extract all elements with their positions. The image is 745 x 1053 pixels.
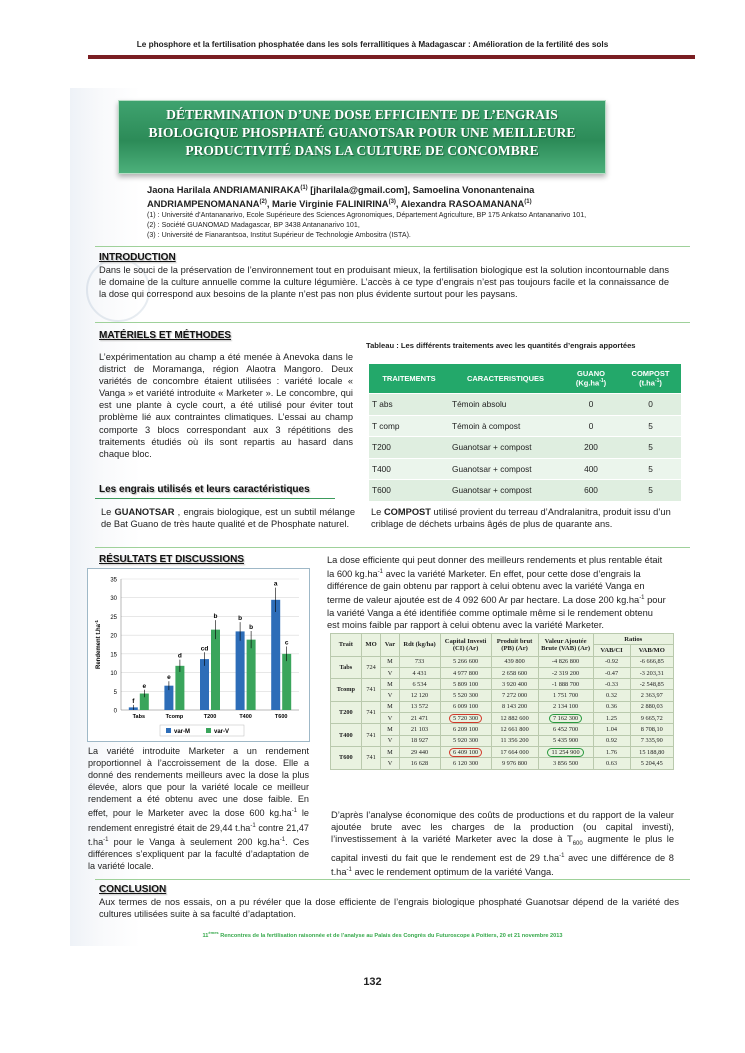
cell: M xyxy=(381,701,399,712)
cell: T600 xyxy=(369,480,449,501)
header-rule xyxy=(88,55,695,59)
significance-letter: d xyxy=(177,652,182,660)
cell: 18 927 xyxy=(399,735,440,746)
cell: M xyxy=(381,679,399,690)
results-right-2b: augmente le plus le capital investi du fait que le rendement est de 29 t.ha xyxy=(331,834,674,864)
sup: -1 xyxy=(639,595,645,602)
eco-th-pb: Produit brut (PB) (Ar) xyxy=(491,634,538,657)
table-row xyxy=(331,656,674,667)
results-left-d: pour le Vanga à seulement 200 kg.ha xyxy=(108,836,280,847)
cell: -2 319 200 xyxy=(538,667,593,678)
significance-letter: f xyxy=(132,697,135,705)
significance-letter: cd xyxy=(200,645,209,653)
th-compost-close: ) xyxy=(659,378,662,388)
cell: 6 009 100 xyxy=(440,701,491,712)
cell: 12 661 800 xyxy=(491,724,538,735)
affiliation-3: (3) : Université de Fianarantsoa, Institut Supérieur de Technologie Ambositra (ISTA). xyxy=(147,231,411,239)
cell: V xyxy=(381,758,399,769)
cell: Guanotsar + compost xyxy=(449,437,562,459)
y-tick-label: 25 xyxy=(110,614,117,621)
footer-num: 11 xyxy=(202,932,209,939)
author-1-sup: (1) xyxy=(300,185,308,191)
bar-var-M xyxy=(271,600,280,710)
cell: 5 435 900 xyxy=(538,735,593,746)
th-compost xyxy=(620,364,681,394)
cell: 12 120 xyxy=(399,690,440,701)
table-row xyxy=(331,758,674,769)
significance-letter: e xyxy=(142,682,147,690)
significance-letter: e xyxy=(167,674,171,682)
affiliations xyxy=(147,210,687,240)
divider xyxy=(95,498,335,499)
eco-header xyxy=(331,634,674,645)
cell: T200 xyxy=(369,437,449,459)
significance-letter: c xyxy=(284,639,289,647)
cell: 21 471 xyxy=(399,713,440,724)
compost-description: utilisé provient du terreau d’Andralanitra, produit issu d’un criblage de déchets urbains âgés de plus de quarante ans. xyxy=(371,507,671,530)
cell: -4 826 800 xyxy=(538,656,593,667)
cell: Tcomp xyxy=(331,679,362,702)
cell: V xyxy=(381,690,399,701)
title-line-2: BIOLOGIQUE PHOSPHATÉ GUANOTSAR POUR UNE MEILLEURE xyxy=(148,125,576,140)
cell: 5 266 600 xyxy=(440,656,491,667)
cell: 2 880,03 xyxy=(630,701,673,712)
treatments-table-caption: Tableau : Les différents traitements avec les quantités d’engrais apportées xyxy=(366,341,636,350)
eco-th-trait: Trait xyxy=(331,634,362,657)
significance-letter: a xyxy=(273,580,278,588)
cell: T200 xyxy=(331,701,362,724)
cell: 2 134 100 xyxy=(538,701,593,712)
cell: Témoin à compost xyxy=(449,415,562,437)
poster-title xyxy=(118,100,606,174)
introduction-text: Dans le souci de la préservation de l’environnement tout en produisant mieux, la fertilisation biologique est la solution incontournable dans le domaine de la culture annuelle comme la culture légumière. L’accès à ce type d’engrais n’est pas toujours facile et la connaissance de la dose qui correspond aux besoins de la plante n’est pas non plus évidente surtout pour les paysans. xyxy=(99,265,669,300)
table-row xyxy=(369,415,681,437)
cell: 0.92 xyxy=(593,735,630,746)
cell: 1.25 xyxy=(593,713,630,724)
sup: -1 xyxy=(279,836,286,843)
table-row xyxy=(331,724,674,735)
cell: 11 356 200 xyxy=(491,735,538,746)
conclusion-text: Aux termes de nos essais, on a pu révéler que la dose efficiente de l’engrais biologique phosphaté Guanotsar dépend de la variété des cultures utilisées suite à sa faculté d’adaptation. xyxy=(99,897,679,920)
cell: 7 272 000 xyxy=(491,690,538,701)
eco-th-ci: Capital Investi (CI) (Ar) xyxy=(440,634,491,657)
cell: M xyxy=(381,656,399,667)
yield-chart-svg xyxy=(88,569,309,741)
cell: 0.63 xyxy=(593,758,630,769)
running-header: Le phosphore et la fertilisation phosphatée dans les sols ferrallitiques à Madagascar : Amélioration de la fertilité des sols xyxy=(136,40,609,49)
legend-label-var-V: var-V xyxy=(214,729,230,735)
y-tick-label: 0 xyxy=(113,708,117,715)
cell: 600 xyxy=(562,480,620,501)
th-compost-label: COMPOST xyxy=(631,369,670,379)
compost-name: COMPOST xyxy=(383,507,431,517)
introduction-heading: INTRODUCTION xyxy=(99,252,176,263)
compost-pre: Le xyxy=(371,507,384,517)
cell: 1.04 xyxy=(593,724,630,735)
title-line-3: PRODUCTIVITÉ DANS LA CULTURE DE CONCOMBRE xyxy=(185,143,539,158)
eco-th-vab-mo: VAB/MO xyxy=(630,645,673,656)
y-axis-label-sup: -1 xyxy=(94,619,99,624)
methods-text: L’expérimentation au champ a été menée à Anevoka dans le district de Moramanga, région Alaotra Mangoro. Deux variétés de concombre étaient utilisées : variété locale « Vanga » et variété introduite « Marketer ». Le concombre, qui est une plante à cycle court, a été utilisé pour éviter tout problème lié aux contraintes climatiques. L’essai au champ comporte 3 blocs correspondant aux 3 répétitions des traitements étudiés où ils sont repartis au hasard dans chaque bloc. xyxy=(99,352,353,459)
divider xyxy=(95,879,690,880)
cell: 9 976 800 xyxy=(491,758,538,769)
x-tick-label: Tabs xyxy=(132,714,146,720)
table-row xyxy=(369,437,681,459)
compost-text xyxy=(371,506,676,530)
table-row xyxy=(331,679,674,690)
x-tick-label: T200 xyxy=(203,714,217,720)
cell: 741 xyxy=(361,724,381,747)
author-1-email: [jharilala@gmail.com], Samoelina Vononantenaina xyxy=(307,184,535,196)
results-left-e: . Ces différences s’expliquent par la faculté d’adaptation de la variété locale. xyxy=(88,836,309,871)
th-guano-label: GUANO xyxy=(577,369,605,379)
results-left-a: La variété introduite Marketer a un rendement proportionnel à l’accroissement de la dose. Elle a donné des rendements meilleurs avec la dose la plus élevée, alors que pour la variété locale ce meilleur rendement a été obtenu avec une dose faible. En effet, pour le Marketer avec la dose 600 kg.ha xyxy=(88,746,309,819)
guano-description: , engrais biologique, est un subtil mélange de Bat Guano de très haute qualité et de Phosphate naturel. xyxy=(101,507,355,530)
legend-box xyxy=(160,725,244,736)
author-3-sup: (3) xyxy=(388,199,396,206)
sub: 600 xyxy=(572,841,583,848)
cell: 16 628 xyxy=(399,758,440,769)
eco-body xyxy=(331,656,674,769)
y-tick-label: 15 xyxy=(110,652,117,659)
significance-letter: b xyxy=(238,615,243,623)
cell: 6 120 300 xyxy=(440,758,491,769)
bar-var-V xyxy=(175,666,184,710)
footer-sup: èmes xyxy=(208,930,219,935)
th-guano-sup: -1 xyxy=(599,378,604,385)
legend-swatch-var-V xyxy=(206,728,211,733)
cell: T600 xyxy=(331,746,362,769)
page-number: 132 xyxy=(363,976,382,988)
y-axis-label xyxy=(94,620,102,670)
guano-name: GUANOTSAR xyxy=(114,507,175,517)
cell: M xyxy=(381,724,399,735)
affiliation-2: (2) : Société GUANOMAD Madagascar, BP 3438 Antananarivo 101, xyxy=(147,221,360,229)
cell xyxy=(538,746,593,757)
cell: 2 658 600 xyxy=(491,667,538,678)
cell: 1 751 700 xyxy=(538,690,593,701)
footer-text: Rencontres de la fertilisation raisonnée et de l’analyse au Palais des Congrès du Futuroscope à Poitiers, 20 et 21 novembre 2013 xyxy=(218,932,563,939)
results-left-text xyxy=(88,745,309,872)
cell: 724 xyxy=(361,656,381,679)
bar-var-V xyxy=(247,640,256,710)
y-tick-label: 35 xyxy=(110,577,117,584)
results-left-c: contre 21,47 t.ha xyxy=(88,822,309,847)
cell: Guanotsar + compost xyxy=(449,458,562,480)
cell: 29 440 xyxy=(399,746,440,757)
cell: 5 xyxy=(620,437,681,459)
cell: -1 888 700 xyxy=(538,679,593,690)
author-1: Jaona Harilala ANDRIAMANIRAKA xyxy=(147,184,301,196)
treatments-table xyxy=(369,364,681,501)
table-row xyxy=(369,480,681,501)
sup: -1 xyxy=(559,853,565,860)
treatments-table-header xyxy=(369,364,681,394)
cell: 13 572 xyxy=(399,701,440,712)
y-axis-label-text: Rendement t.ha xyxy=(96,624,102,670)
title-line-1: DÉTERMINATION D’UNE DOSE EFFICIENTE DE L’ENGRAIS xyxy=(166,107,558,122)
results-right-2d: avec le rendement optimum de la variété Vanga. xyxy=(351,867,554,878)
sup: -1 xyxy=(250,822,256,829)
results-right-text-2 xyxy=(331,809,674,879)
cell xyxy=(440,746,491,757)
x-tick-label: T400 xyxy=(239,714,252,720)
th-caracteristiques: CARACTERISTIQUES xyxy=(449,364,562,394)
eco-th-vab: Valeur Ajoutée Brute (VAB) (Ar) xyxy=(538,634,593,657)
highlighted-value: 11 254 900 xyxy=(547,748,583,757)
eco-th-mo: MO xyxy=(361,634,381,657)
cell: V xyxy=(381,667,399,678)
cell: Tabs xyxy=(331,656,362,679)
cell: 200 xyxy=(562,437,620,459)
y-tick-label: 20 xyxy=(110,633,117,640)
cell: 8 708,10 xyxy=(630,724,673,735)
cell: 7 335,90 xyxy=(630,735,673,746)
cell: T comp xyxy=(369,415,449,437)
guano-pre: Le xyxy=(101,507,115,517)
table-row xyxy=(331,690,674,701)
y-tick-label: 30 xyxy=(110,596,117,603)
affiliation-1: (1) : Université d’Antananarivo, Ecole Supérieure des Sciences Agronomiques, Département Agriculture, BP 175 Ankatso Antananarivo 101, xyxy=(147,211,587,219)
cell: 6 534 xyxy=(399,679,440,690)
cell: T abs xyxy=(369,394,449,416)
legend-label-var-M: var-M xyxy=(174,729,191,735)
authors xyxy=(147,182,667,210)
cell: 8 143 200 xyxy=(491,701,538,712)
eco-th-var: Var xyxy=(381,634,399,657)
cell: 5 xyxy=(620,415,681,437)
results-right-1c: pour la variété Vanga a été identifiée comme optimale même si le rendement obtenu est moins faible par rapport à celui obtenu avec la variété Marketer. xyxy=(327,595,666,630)
cell: -0.33 xyxy=(593,679,630,690)
author-3: , Marie Virginie FALINIRINA xyxy=(266,198,389,210)
sup: -1 xyxy=(103,836,109,843)
results-left-b: le rendement enregistré était de 29,44 t.ha xyxy=(88,808,309,833)
cell: T400 xyxy=(331,724,362,747)
cell: -2 548,85 xyxy=(630,679,673,690)
engrais-heading: Les engrais utilisés et leurs caractéristiques xyxy=(99,484,310,495)
y-tick-label: 5 xyxy=(113,689,117,696)
results-right-2c: avec une différence de 8 t.ha xyxy=(331,853,674,878)
th-guano-close: ) xyxy=(603,378,607,388)
bar-var-M xyxy=(200,659,209,710)
table-row xyxy=(331,746,674,757)
results-right-1a: La dose efficiente qui peut donner des meilleurs rendements et plus rentable était la 600 kg.ha xyxy=(327,555,663,580)
cell: 5 920 300 xyxy=(440,735,491,746)
legend-swatch-var-M xyxy=(166,728,171,733)
cell xyxy=(538,713,593,724)
cell: 2 363,97 xyxy=(630,690,673,701)
table-row xyxy=(331,701,674,712)
divider xyxy=(95,547,690,548)
divider xyxy=(95,322,690,323)
table-row xyxy=(369,458,681,480)
conclusion-heading: CONCLUSION xyxy=(99,884,167,895)
guanotsar-text xyxy=(101,506,355,530)
cell: Guanotsar + compost xyxy=(449,480,562,501)
results-right-1b: avec la variété Marketer. En effet, pour cette dose d’engrais la différence de gain obtenu par rapport à celui obtenu avec la variété Vanga en terme de valeur ajoutée est de 4 092 600 Ar par hectare. La dose 200 kg.ha xyxy=(327,569,645,606)
cell: 0 xyxy=(562,394,620,416)
cell: 3 856 500 xyxy=(538,758,593,769)
th-guano-unit: (Kg.ha xyxy=(575,378,600,388)
cell: 5 520 300 xyxy=(440,690,491,701)
eco-th-vab-ci: VAB/CI xyxy=(593,645,630,656)
cell: V xyxy=(381,735,399,746)
cell: 741 xyxy=(361,679,381,702)
cell: 6 209 100 xyxy=(440,724,491,735)
cell: Témoin absolu xyxy=(449,394,562,416)
cell: 733 xyxy=(399,656,440,667)
table-row xyxy=(369,394,681,416)
significance-letter: b xyxy=(213,613,218,621)
cell: 21 103 xyxy=(399,724,440,735)
highlighted-value: 7 162 300 xyxy=(549,714,582,723)
cell: -6 666,85 xyxy=(630,656,673,667)
th-traitements: TRAITEMENTS xyxy=(369,364,449,394)
results-right-2a: D’après l’analyse économique des coûts de productions et du rapport de la valeur ajoutée brute avec les charges de la production (ou capital investi), l’investissement à la variété Marketer avec la dose à T xyxy=(331,810,674,845)
yield-chart xyxy=(87,568,310,742)
table-row xyxy=(331,667,674,678)
cell: 5 xyxy=(620,458,681,480)
y-tick-label: 10 xyxy=(110,671,117,678)
x-tick-label: Tcomp xyxy=(165,714,184,720)
bar-var-V xyxy=(211,630,220,710)
cell: 5 809 100 xyxy=(440,679,491,690)
cell: T400 xyxy=(369,458,449,480)
th-compost-sup: -1 xyxy=(654,378,660,385)
cell: 12 882 600 xyxy=(491,713,538,724)
th-guano xyxy=(562,364,620,394)
table-row xyxy=(331,735,674,746)
bar-var-M xyxy=(236,631,245,710)
results-heading: RÉSULTATS ET DISCUSSIONS xyxy=(99,554,245,565)
eco-th-ratios: Ratios xyxy=(593,634,673,645)
cell: 0.36 xyxy=(593,701,630,712)
bar-var-V xyxy=(282,654,291,710)
cell: 5 204,45 xyxy=(630,758,673,769)
cell: 4 977 800 xyxy=(440,667,491,678)
x-tick-label: T600 xyxy=(274,714,288,720)
cell: -3 203,31 xyxy=(630,667,673,678)
significance-letter: b xyxy=(249,624,254,632)
sup: -1 xyxy=(346,867,352,874)
eco-th-rdt: Rdt (kg/ha) xyxy=(399,634,440,657)
sup: -1 xyxy=(291,808,298,815)
author-4-sup: (1) xyxy=(524,199,532,206)
cell: -0.47 xyxy=(593,667,630,678)
cell: 6 452 700 xyxy=(538,724,593,735)
cell: 741 xyxy=(361,746,381,769)
cell: 1.76 xyxy=(593,746,630,757)
cell: M xyxy=(381,746,399,757)
methods-heading: MATÉRIELS ET MÉTHODES xyxy=(99,330,232,341)
author-2-sup: (2) xyxy=(259,199,267,206)
cell: 9 665,72 xyxy=(630,713,673,724)
cell: -0.92 xyxy=(593,656,630,667)
cell: 17 664 000 xyxy=(491,746,538,757)
author-4: , Alexandra RASOAMANANA xyxy=(395,198,525,210)
cell: 0.32 xyxy=(593,690,630,701)
highlighted-value: 6 409 100 xyxy=(449,748,482,757)
cell: V xyxy=(381,713,399,724)
cell: 15 188,80 xyxy=(630,746,673,757)
cell: 5 xyxy=(620,480,681,501)
highlighted-value: 5 720 300 xyxy=(449,714,482,723)
cell: 0 xyxy=(620,394,681,416)
cell xyxy=(440,713,491,724)
cell: 4 431 xyxy=(399,667,440,678)
cell: 3 920 400 xyxy=(491,679,538,690)
economic-table xyxy=(330,633,674,770)
table-row xyxy=(331,713,674,724)
cell: 439 800 xyxy=(491,656,538,667)
cell: 741 xyxy=(361,701,381,724)
results-right-text-1 xyxy=(327,554,667,631)
cell: 0 xyxy=(562,415,620,437)
author-2: ANDRIAMPENOMANANA xyxy=(147,198,260,210)
sup: -1 xyxy=(377,569,383,576)
conference-footer xyxy=(70,930,695,939)
divider xyxy=(95,246,690,247)
th-compost-unit: (t.ha xyxy=(639,378,655,388)
cell: 400 xyxy=(562,458,620,480)
